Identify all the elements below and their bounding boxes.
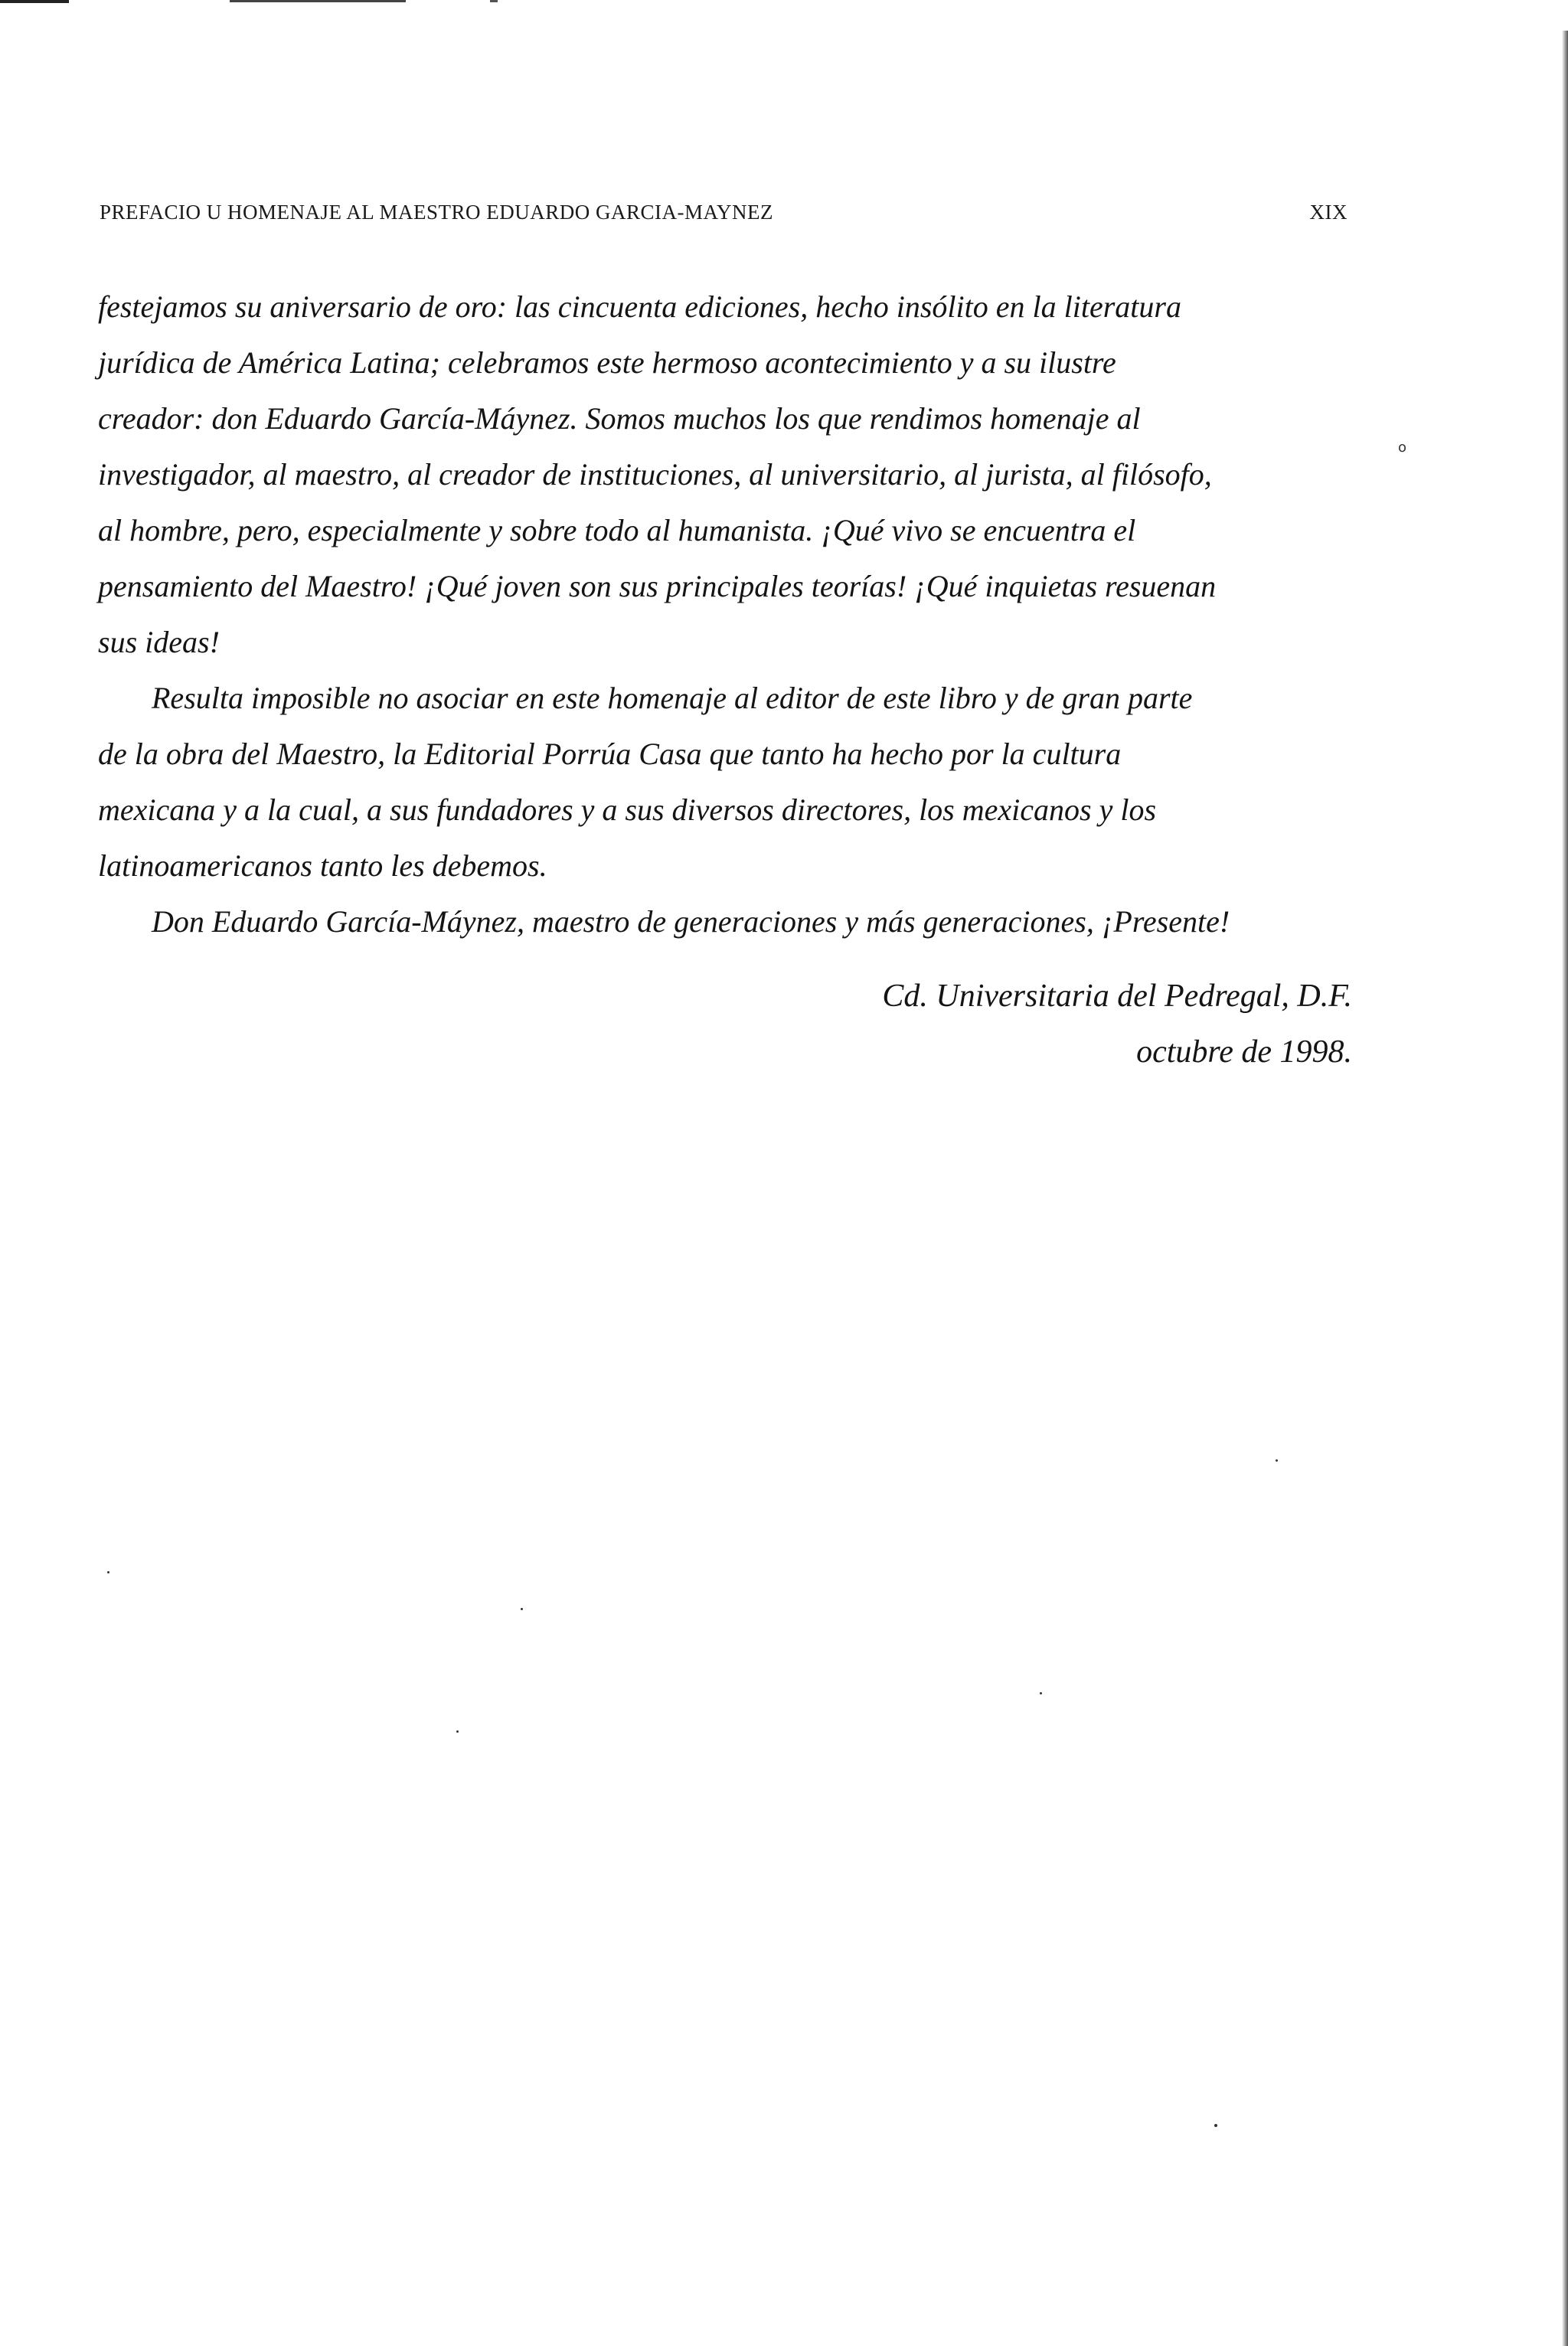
body-text <box>98 279 1354 949</box>
scan-edge-segment <box>0 0 69 3</box>
text-line: festejamos su aniversario de oro: las cincuenta ediciones, hecho insólito en la literatura <box>98 289 1181 324</box>
scan-top-edge <box>0 0 1568 5</box>
scan-edge-segment <box>490 0 498 2</box>
running-head-title: PREFACIO U HOMENAJE AL MAESTRO EDUARDO GARCIA-MAYNEZ <box>100 201 774 224</box>
margin-mark: o <box>1398 439 1407 456</box>
scan-right-edge <box>1562 31 1568 2346</box>
scan-speck <box>456 1730 459 1733</box>
text-line: pensamiento del Maestro! ¡Qué joven son sus principales teorías! ¡Qué inquietas resuenan <box>98 569 1217 603</box>
scan-speck <box>1040 1692 1042 1694</box>
signature-block <box>882 969 1352 1080</box>
text-line: al hombre, pero, especialmente y sobre todo al humanista. ¡Qué vivo se encuentra el <box>98 513 1136 547</box>
scan-speck <box>107 1571 109 1573</box>
running-head <box>100 201 1348 231</box>
paragraph-1 <box>98 279 1354 670</box>
scan-speck <box>1276 1459 1278 1462</box>
scan-speck <box>521 1608 523 1610</box>
paragraph-2 <box>98 670 1354 894</box>
signature-date: octubre de 1998. <box>1136 1034 1352 1070</box>
text-line: de la obra del Maestro, la Editorial Porrúa Casa que tanto ha hecho por la cultura <box>98 737 1122 771</box>
text-line: sus ideas! <box>98 625 220 659</box>
text-line: investigador, al maestro, al creador de instituciones, al universitario, al jurista, al filósofo, <box>98 457 1212 492</box>
text-line: Resulta imposible no asociar en este homenaje al editor de este libro y de gran parte <box>152 681 1193 715</box>
text-line: mexicana y a la cual, a sus fundadores y a sus diversos directores, los mexicanos y los <box>98 792 1157 827</box>
scan-speck <box>1214 2124 1217 2127</box>
page-number: XIX <box>1309 201 1348 224</box>
text-line: Don Eduardo García-Máynez, maestro de generaciones y más generaciones, ¡Presente! <box>152 904 1230 939</box>
text-line: creador: don Eduardo García-Máynez. Somos muchos los que rendimos homenaje al <box>98 401 1141 436</box>
signature-place: Cd. Universitaria del Pedregal, D.F. <box>882 979 1352 1014</box>
paragraph-3 <box>98 894 1354 949</box>
text-line: jurídica de América Latina; celebramos este hermoso acontecimiento y a su ilustre <box>98 345 1116 380</box>
scan-edge-segment <box>230 0 406 2</box>
text-line: latinoamericanos tanto les debemos. <box>98 848 547 883</box>
